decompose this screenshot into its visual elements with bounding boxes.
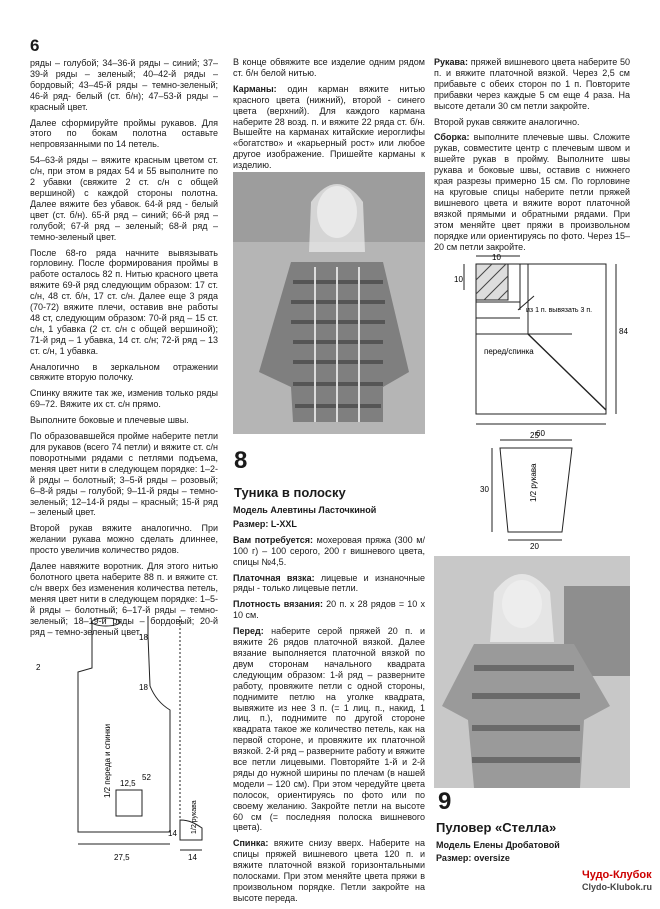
dim-label: 25 — [530, 431, 539, 440]
column-3-text — [434, 57, 630, 257]
dim-label: 10 — [492, 253, 501, 262]
section-number-9: 9 — [438, 788, 452, 815]
model-photo-tunic — [233, 172, 425, 434]
dim-label: 14 — [168, 829, 177, 838]
model-credit: Модель Елены Дробатовой — [436, 840, 560, 850]
section-9-credits — [436, 840, 626, 869]
size-line: Размер: L-XXL — [233, 518, 297, 529]
dim-label: 84 — [619, 327, 628, 336]
section-title-8: Туника в полоску — [234, 485, 346, 500]
publisher-logo — [582, 869, 652, 893]
paragraph: Карманы: один карман вяжите нитью красного цвета (нижний), второй - синего цвета (верхний). Для каждого кармана наберите 28 возд. п. и вяжите 22 ряда ст. б/н. Вышейте на карманах китайские иероглифы «богатство» и «карьерный рост» или любое другое изображение. Пришейте карманы к изделию. — [233, 83, 425, 171]
paragraph: Второй рукав свяжите аналогично. — [434, 116, 580, 127]
diagram-label: перед/спинка — [484, 347, 534, 356]
dim-label: 18 — [139, 683, 148, 692]
paragraph: Рукава: пряжей вишневого цвета наберите 50 п. и вяжите платочной вязкой. Через 2,5 см прибавьте с обеих сторон по 1 п. Повторите прибавки через каждые 5 см еще 4 раза. На высоте детали 30 см петли закройте. — [434, 57, 630, 111]
paragraph: Вам потребуется: мохеровая пряжа (300 м/ 100 г) – 100 серого, 200 г вишневого цвета, спицы №4,5. — [233, 534, 425, 567]
page-number: 6 — [30, 36, 40, 55]
paragraph: Далее навяжите воротник. Для этого нитью болотного цвета наберите 88 п. и вяжите ст. с/н вверх без изменения количества петель, меняя цвет нити в следующем порядке: 1–5-й ряды – болотный; 6–17-й ряды – темно-зеленый; 18–19-й ряды – бордовый; 20-й ряд – темно-зеленый цвет. — [30, 561, 218, 637]
pattern-diagram-left — [30, 608, 230, 868]
column-1-text — [30, 58, 218, 642]
paragraph: Платочная вязка: лицевые и изнаночные ряды - только лицевые петли. — [233, 572, 425, 594]
dim-label: 18 — [139, 633, 148, 642]
dim-label: 2 — [36, 663, 41, 672]
dim-label: 30 — [480, 485, 489, 494]
dim-label: 20 — [530, 542, 539, 550]
paragraph: Далее сформируйте проймы рукавов. Для этого по бокам полотна оставьте непровязанными по 14 петель. — [30, 117, 218, 150]
size-line: Размер: oversize — [436, 852, 510, 863]
paragraph: Перед: наберите серой пряжей 20 п. и вяжите 26 рядов платочной вязкой. Далее вязание выполняется платочной вязкой по двум сторонам начального квадрата следующим образом: 1-й ряд – разверните работу, провяжите петли с одной стороны, поднимите петлю на уголке квадрата, вывяжите из нее 3 п. (= 1 лиц. п., накид, 1 лиц. п.), поднимите по другой стороне квадрата такое же количество петель, как на первой стороне, и провяжите их платочной вязкой. 2-й ряд – разверните работу и вяжите все петли лицевыми. Повторяйте 1-й и 2-й ряды до нужной ширины по плечам (в нашей модели – 120 см). При этом чередуйте цвета полосок, ориентируясь по фото или по своему желанию. Закройте петли на высоте 60 см (= последняя полоска вишневого цвета). — [233, 626, 425, 833]
diagram-label: из 1 п. вывязать 3 п. — [526, 307, 593, 314]
dim-label: 27,5 — [114, 853, 130, 862]
logo-text: Чудо-Клубок — [582, 869, 652, 881]
pattern-diagram-sleeve — [478, 430, 598, 550]
paragraph: Сборка: выполните плечевые швы. Сложите рукав, совместите центр с плечевым швом и вшейте рукав в пройму. Выполните швы рукава и боковые швы, оставив с нижнего края разрезы примерно 15 см. По горловине на круговые спицы наберите петли пряжей вишневого цвета и вяжите ворот платочной вязкой прямыми и обратными рядами. При этом меняйте цвет пряжи в произвольном порядке или ориентируясь по фото. Через 15–20 см петли закройте. — [434, 132, 630, 252]
column-2-text — [233, 57, 425, 176]
diagram-label: 1/2 рукава — [529, 463, 538, 502]
model-photo-pullover — [434, 556, 630, 788]
paragraph: После 68-го ряда начните вывязывать горловину. После формирования проймы в работе осталось 82 п. Нитью красного цвета вяжите 69-й ряд следующим образом: 17 ст. с/н, 48 ст. б/н, 17 ст. с/н. Далее еще 3 ряда (70-72) вяжите плечи, оставив вне работы 48 ст, следующим образом: 70-й ряд – 15 ст. с/н, 1 убавка (2 ст. с/н с общей вершиной); 71-й ряд – 1 убавка, 14 ст. с/н; 72-й ряд – 13 ст. с/н, 1 убавка. — [30, 247, 218, 356]
paragraph: Второй рукав вяжите аналогично. При желании рукава можно сделать длиннее, просто увеличив количество рядов. — [30, 523, 218, 556]
paragraph: Аналогично в зеркальном отражении свяжите вторую полочку. — [30, 361, 218, 383]
section-8-text — [233, 505, 425, 909]
pullover-photo-image — [434, 556, 630, 788]
dim-label: 60 — [536, 429, 545, 438]
paragraph: 54–63-й ряды – вяжите красным цветом ст. с/н, при этом в рядах 54 и 55 выполните по 2 убавки (свяжите 2 ст. с/н с общей вершиной) с каждой стороны полотна. Далее вяжите без убавок. 64-й ряд - белый цвет (ст. б/н). 65-й ряд – синий; 66-й ряд – голубой; 67-й ряд – зеленый; 68-й ряд – темно-зеленый цвет. — [30, 155, 218, 242]
paragraph: В конце обвяжите все изделие одним рядом ст. б/н белой нитью. — [233, 57, 425, 78]
diagram-label: 1/2 переда и спинки — [103, 723, 112, 798]
paragraph: Плотность вязания: 20 п. х 28 рядов = 10 х 10 см. — [233, 599, 425, 621]
section-title-9: Пуловер «Стелла» — [436, 820, 557, 835]
dim-label: 52 — [142, 773, 151, 782]
diagram-label: 1/2 рукава — [191, 800, 198, 834]
paragraph: Спинку вяжите так же, изменив только ряды 69–72. Вяжите их ст. с/н прямо. — [30, 388, 218, 410]
dim-label: 10 — [454, 275, 463, 284]
tunic-photo-image — [233, 172, 425, 434]
paragraph: Спинка: вяжите снизу вверх. Наберите на спицы пряжей вишневого цвета 120 п. и вяжите платочной вязкой горизонтальными полосками. При этом меняйте цвета пряжи в произвольном порядке. Петли закройте на высоте переда. — [233, 838, 425, 903]
section-number-8: 8 — [234, 447, 248, 474]
pattern-diagram-front-back — [454, 250, 634, 440]
dim-label: 12,5 — [120, 779, 136, 788]
logo-site: Clydo-Klubok.ru — [582, 882, 652, 892]
model-credit: Модель Алевтины Ласточкиной — [233, 505, 377, 515]
dim-label: 14 — [188, 853, 197, 862]
paragraph: По образовавшейся пройме наберите петли для рукавов (всего 74 петли) и вяжите ст. с/н поворотными рядами с петлями подъема, меняя цвет нити в следующем порядке: 1–2-й ряды – болотный; 3–5-й ряды – розовый; 6–8-й ряды – голубой; 9–11-й ряды – темно-зеленый; 12–14-й ряды – красный; 15-й ряд – зеленый цвет. — [30, 431, 218, 518]
paragraph: Выполните боковые и плечевые швы. — [30, 415, 189, 426]
paragraph: ряды – голубой; 34–36-й ряды – синий; 37–39-й ряды – зеленый; 40–42-й ряды – бордовый; 43–45-й ряды – темно-зеленый; 46-й ряд- белый (ст. б/н); 47–53-й ряды – красный цвет. — [30, 58, 218, 112]
